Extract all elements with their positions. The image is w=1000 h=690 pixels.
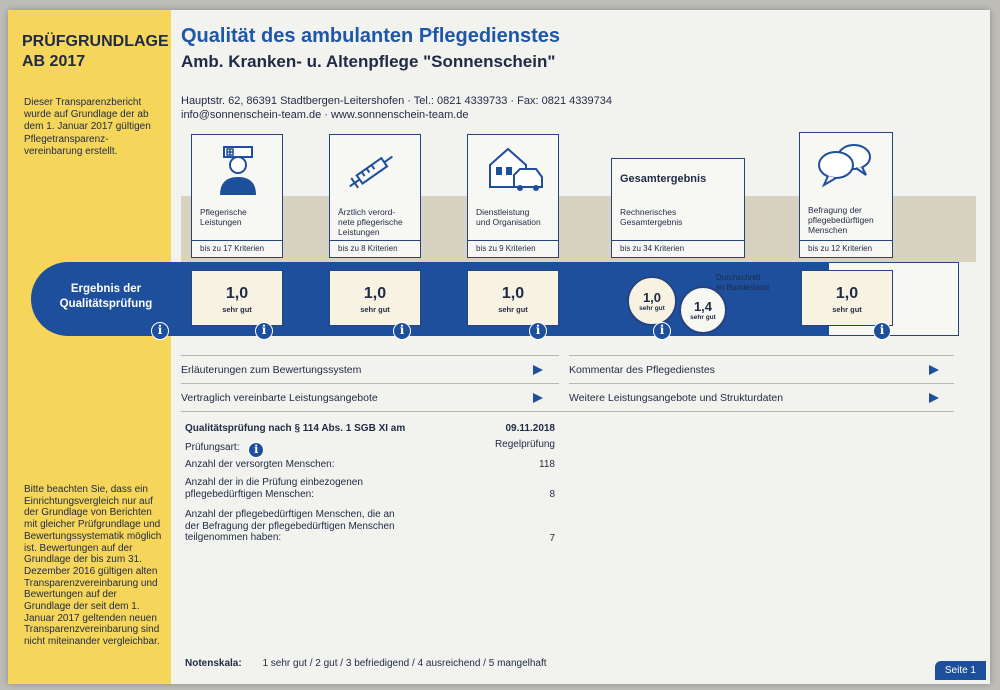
- report-page: [8, 10, 990, 684]
- criteria-count: bis zu 17 Kriterien: [192, 240, 282, 257]
- link-kommentar[interactable]: [569, 355, 954, 383]
- detail-value: 09.11.2018: [505, 423, 555, 434]
- grade-text: sehr gut: [222, 305, 252, 314]
- sidebar-note: Bitte beachten Sie, dass ein Einrichtungsvergleich nur auf der Grundlage von Berichten mit gleicher Prüfgrundlage und Bewertungssystematik möglich ist. Bewertungen auf der Grundlage der bis zum 31. Dezember 2016 gültigen alten Transparenzvereinbarung und Bewertungen auf der Grundlage der seit dem 1. Januar 2017 geltenden neuen Transparenzvereinbarung sind nicht miteinander vergleichbar.: [24, 484, 162, 648]
- detail-label: teilgenommen haben:: [185, 532, 282, 543]
- criteria-count: bis zu 9 Kriterien: [468, 240, 558, 257]
- label-line: Befragung der: [808, 205, 862, 215]
- link-vertraglich[interactable]: [181, 383, 559, 411]
- detail-label: Anzahl der in die Prüfung einbezogenen: [185, 477, 363, 488]
- detail-label: der Befragung der pflegebedürftigen Menschen: [185, 520, 395, 532]
- info-icon[interactable]: i: [873, 322, 891, 340]
- detail-label: Anzahl der pflegebedürftigen Menschen, die an: [185, 509, 395, 520]
- grade-befragung: [801, 270, 893, 326]
- info-icon[interactable]: i: [393, 322, 411, 340]
- gesamt-grade-circle: [627, 276, 677, 326]
- grading-scale: [185, 658, 547, 669]
- grade-text: sehr gut: [498, 305, 528, 314]
- sidebar: [8, 10, 171, 684]
- info-icon[interactable]: i: [248, 442, 264, 458]
- criteria-count: bis zu 12 Kriterien: [800, 240, 892, 257]
- detail-value: 118: [539, 459, 555, 470]
- house-car-icon: [486, 143, 546, 193]
- detail-einbezogen: [185, 477, 555, 500]
- average-label-line: Durchschnitt: [716, 273, 761, 282]
- info-icon[interactable]: i: [151, 322, 169, 340]
- arrow-right-icon: [533, 365, 543, 375]
- address-line: Hauptstr. 62, 86391 Stadtbergen-Leitershofen · Tel.: 0821 4339733 · Fax: 0821 4339734: [181, 95, 612, 107]
- detail-value: 8: [549, 489, 555, 500]
- sidebar-title-line1: PRÜFGRUNDLAGE: [22, 33, 169, 50]
- average-grade-circle: [679, 286, 727, 334]
- category-label: [808, 205, 874, 235]
- category-label: [476, 207, 541, 227]
- info-icon[interactable]: i: [653, 322, 671, 340]
- label-line: Leistungen: [338, 227, 380, 237]
- detail-pruefung: [185, 423, 555, 435]
- page-number: Seite 1: [935, 661, 986, 680]
- category-aerztlich-verordnete-leistungen: [329, 134, 421, 258]
- label-line: Menschen: [808, 225, 848, 235]
- syringe-icon: [348, 143, 404, 193]
- detail-value: Regelprüfung: [494, 439, 555, 450]
- category-pflegerische-leistungen: [191, 134, 283, 258]
- result-label: [51, 282, 161, 312]
- provider-address: [181, 94, 612, 122]
- label-line: pflegebedürftigen: [808, 215, 874, 225]
- label-line: und Organisation: [476, 217, 541, 227]
- criteria-count: bis zu 8 Kriterien: [330, 240, 420, 257]
- speech-bubbles-icon: [814, 141, 876, 187]
- detail-pruefungsart: [185, 439, 555, 455]
- detail-befragung: [185, 509, 555, 544]
- label-line: Dienstleistung: [476, 207, 530, 217]
- arrow-right-icon: [929, 365, 939, 375]
- sidebar-title: [22, 32, 169, 72]
- provider-name: Amb. Kranken- u. Altenpflege "Sonnenschein": [181, 52, 556, 71]
- category-label: [338, 207, 403, 237]
- grade-value: 1,0: [363, 285, 387, 302]
- category-dienstleistung-organisation: [467, 134, 559, 258]
- label-line: Ärztlich verord-: [338, 207, 396, 217]
- info-icon[interactable]: i: [255, 322, 273, 340]
- grade-text: sehr gut: [690, 314, 716, 321]
- detail-versorgt: [185, 459, 555, 471]
- grade-dienstleistung-organisation: [467, 270, 559, 326]
- grade-value: 1,4: [693, 299, 713, 314]
- info-icon[interactable]: i: [529, 322, 547, 340]
- category-label: [200, 207, 247, 227]
- criteria-count: bis zu 34 Kriterien: [612, 240, 744, 257]
- result-label-line: Qualitätsprüfung: [59, 298, 153, 310]
- grade-value: 1,0: [835, 285, 859, 302]
- grade-value: 1,0: [642, 290, 662, 305]
- label-line: Leistungen: [200, 217, 242, 227]
- category-befragung: [799, 132, 893, 258]
- link-label: Weitere Leistungsangebote und Strukturdaten: [569, 392, 784, 404]
- grade-value: 1,0: [501, 285, 525, 302]
- label-line: nete pflegerische: [338, 217, 403, 227]
- detail-value: 7: [549, 533, 555, 544]
- contact-line: info@sonnenschein-team.de · www.sonnenschein-team.de: [181, 109, 469, 121]
- link-label: Erläuterungen zum Bewertungssystem: [181, 364, 362, 376]
- scale-label: Notenskala:: [185, 658, 242, 669]
- arrow-right-icon: [929, 393, 939, 403]
- grade-value: 1,0: [225, 285, 249, 302]
- link-weitere[interactable]: [569, 383, 954, 411]
- link-label: Vertraglich vereinbarte Leistungsangebote: [181, 392, 378, 404]
- label-line: Pflegerische: [200, 207, 247, 217]
- detail-label: Qualitätsprüfung nach § 114 Abs. 1 SGB XI am: [185, 423, 406, 434]
- grade-pflegerische-leistungen: [191, 270, 283, 326]
- average-label: [716, 273, 769, 293]
- nurse-icon: [214, 143, 262, 195]
- scale-text: 1 sehr gut / 2 gut / 3 befriedigend / 4 ausreichend / 5 mangelhaft: [262, 658, 547, 669]
- grade-text: sehr gut: [639, 305, 665, 312]
- category-gesamtergebnis: [611, 158, 745, 258]
- detail-label: Prüfungsart:: [185, 442, 240, 453]
- grade-text: sehr gut: [832, 305, 862, 314]
- gesamt-title: Gesamtergebnis: [620, 173, 707, 185]
- result-label-line: Ergebnis der: [70, 283, 142, 295]
- page-title: Qualität des ambulanten Pflegedienstes: [181, 25, 560, 47]
- label-line: Gesamtergebnis: [620, 217, 683, 227]
- sidebar-intro: Dieser Transparenzbericht wurde auf Grundlage der ab dem 1. Januar 2017 gültigen Pflegetransparenz-vereinbarung erstellt.: [24, 97, 151, 157]
- detail-label: Anzahl der versorgten Menschen:: [185, 459, 335, 470]
- grade-aerztlich-verordnete-leistungen: [329, 270, 421, 326]
- detail-label: pflegebedürftigen Menschen:: [185, 488, 314, 500]
- average-label-line: im Bundesland: [716, 283, 769, 292]
- arrow-right-icon: [533, 393, 543, 403]
- category-label: [620, 207, 682, 227]
- sidebar-title-line2: AB 2017: [22, 53, 86, 70]
- label-line: Rechnerisches: [620, 207, 677, 217]
- link-label: Kommentar des Pflegedienstes: [569, 364, 715, 376]
- grade-text: sehr gut: [360, 305, 390, 314]
- link-erlaeuterungen[interactable]: [181, 355, 559, 383]
- divider: [181, 411, 954, 412]
